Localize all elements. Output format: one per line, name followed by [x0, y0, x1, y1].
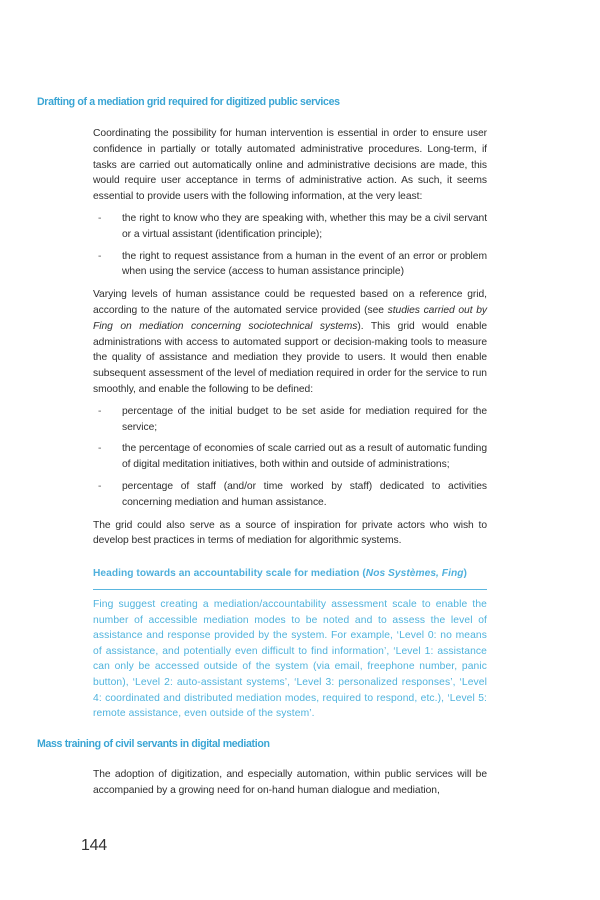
- reference-grid-paragraph: [93, 287, 487, 398]
- list-item-staff: [93, 479, 487, 511]
- list-item-right-to-request: [93, 249, 487, 281]
- section-body-mediation-grid: [93, 126, 487, 549]
- studies-reference: studies carried out by Fing on mediation concerning sociotechnical systems: [93, 304, 487, 332]
- section-heading-mass-training: Mass training of civil servants in digital mediation: [37, 738, 270, 750]
- list-item-text: percentage of staff (and/or time worked by staff) dedicated to activities concerning mediation and human assistance.: [122, 480, 487, 508]
- list-item-text: percentage of the initial budget to be set aside for mediation required for the service;: [122, 405, 487, 433]
- list-item-text: the right to request assistance from a human in the event of an error or problem when using the service (access to human assistance principle): [122, 250, 487, 278]
- page-number: 144: [81, 837, 107, 854]
- list-item-economies-of-scale: [93, 441, 487, 473]
- list-item-text: the percentage of economies of scale carried out as a result of automatic funding of digital meditation initiatives, both within and outside of administrations;: [122, 443, 487, 471]
- callout-body: Fing suggest creating a mediation/accountability assessment scale to enable the number of accessible mediation modes to be noted and to assess the level of assistance and response provided by the system. For example, ‘Level 0: no means of assistance, and potentially even difficult to find information’, ‘Level 1: assistance can only be accessed outside of the system (via email, freephone number, panic button), ‘Level 2: auto-assistant systems’, ‘Level 3: personalized responses’, ‘Level 4: coordinated and distributed mediation modes, required to respond, etc.), ‘Level 5: remote assistance, even outside of the system’.: [93, 599, 487, 720]
- dash-bullet-icon: -: [98, 443, 102, 455]
- callout-heading: [93, 568, 487, 579]
- callout-heading-source: Nos Systèmes, Fing: [365, 568, 464, 579]
- dash-bullet-icon: -: [98, 405, 102, 417]
- callout-divider: [93, 589, 487, 590]
- paragraph-text: Varying levels of human assistance could be requested based on a reference grid, according to the nature of the automated service provided (see: [93, 289, 487, 316]
- paragraph-text: ). This grid would enable administrations with access to automated support or decision-making tools to measure the quality of assistance and mediation they provide to users. It would then enable subsequent assessment of the level of mediation required in order for the service to run smoothly, and enable the following to be defined:: [93, 320, 487, 395]
- intro-paragraph: Coordinating the possibility for human intervention is essential in order to ensure user confidence in partially or totally automated administrative procedures. Long-term, if tasks are carried out automatically online and administrative decisions are made, this would require user acceptance in terms of administrative action. As such, it seems essential to provide users with the following information, at the very least:: [93, 128, 487, 203]
- dash-bullet-icon: -: [98, 212, 102, 224]
- callout-heading-text: Heading towards an accountability scale for mediation (: [93, 568, 366, 579]
- callout-heading-close: ): [463, 568, 467, 579]
- list-item-right-to-know: [93, 211, 487, 243]
- dash-bullet-icon: -: [98, 250, 102, 262]
- list-item-text: the right to know who they are speaking with, whether this may be a civil servant or a virtual assistant (identification principle);: [122, 212, 487, 240]
- private-actors-paragraph: The grid could also serve as a source of inspiration for private actors who wish to develop best practices in terms of mediation for algorithmic systems.: [93, 519, 487, 547]
- section-body-mass-training: [93, 767, 487, 799]
- list-item-budget: [93, 404, 487, 436]
- section-heading-mediation-grid: Drafting of a mediation grid required for digitized public services: [37, 96, 340, 108]
- dash-bullet-icon: -: [98, 480, 102, 492]
- digitization-paragraph: The adoption of digitization, and especially automation, within public services will be accompanied by a growing need for on-hand human dialogue and mediation,: [93, 769, 487, 796]
